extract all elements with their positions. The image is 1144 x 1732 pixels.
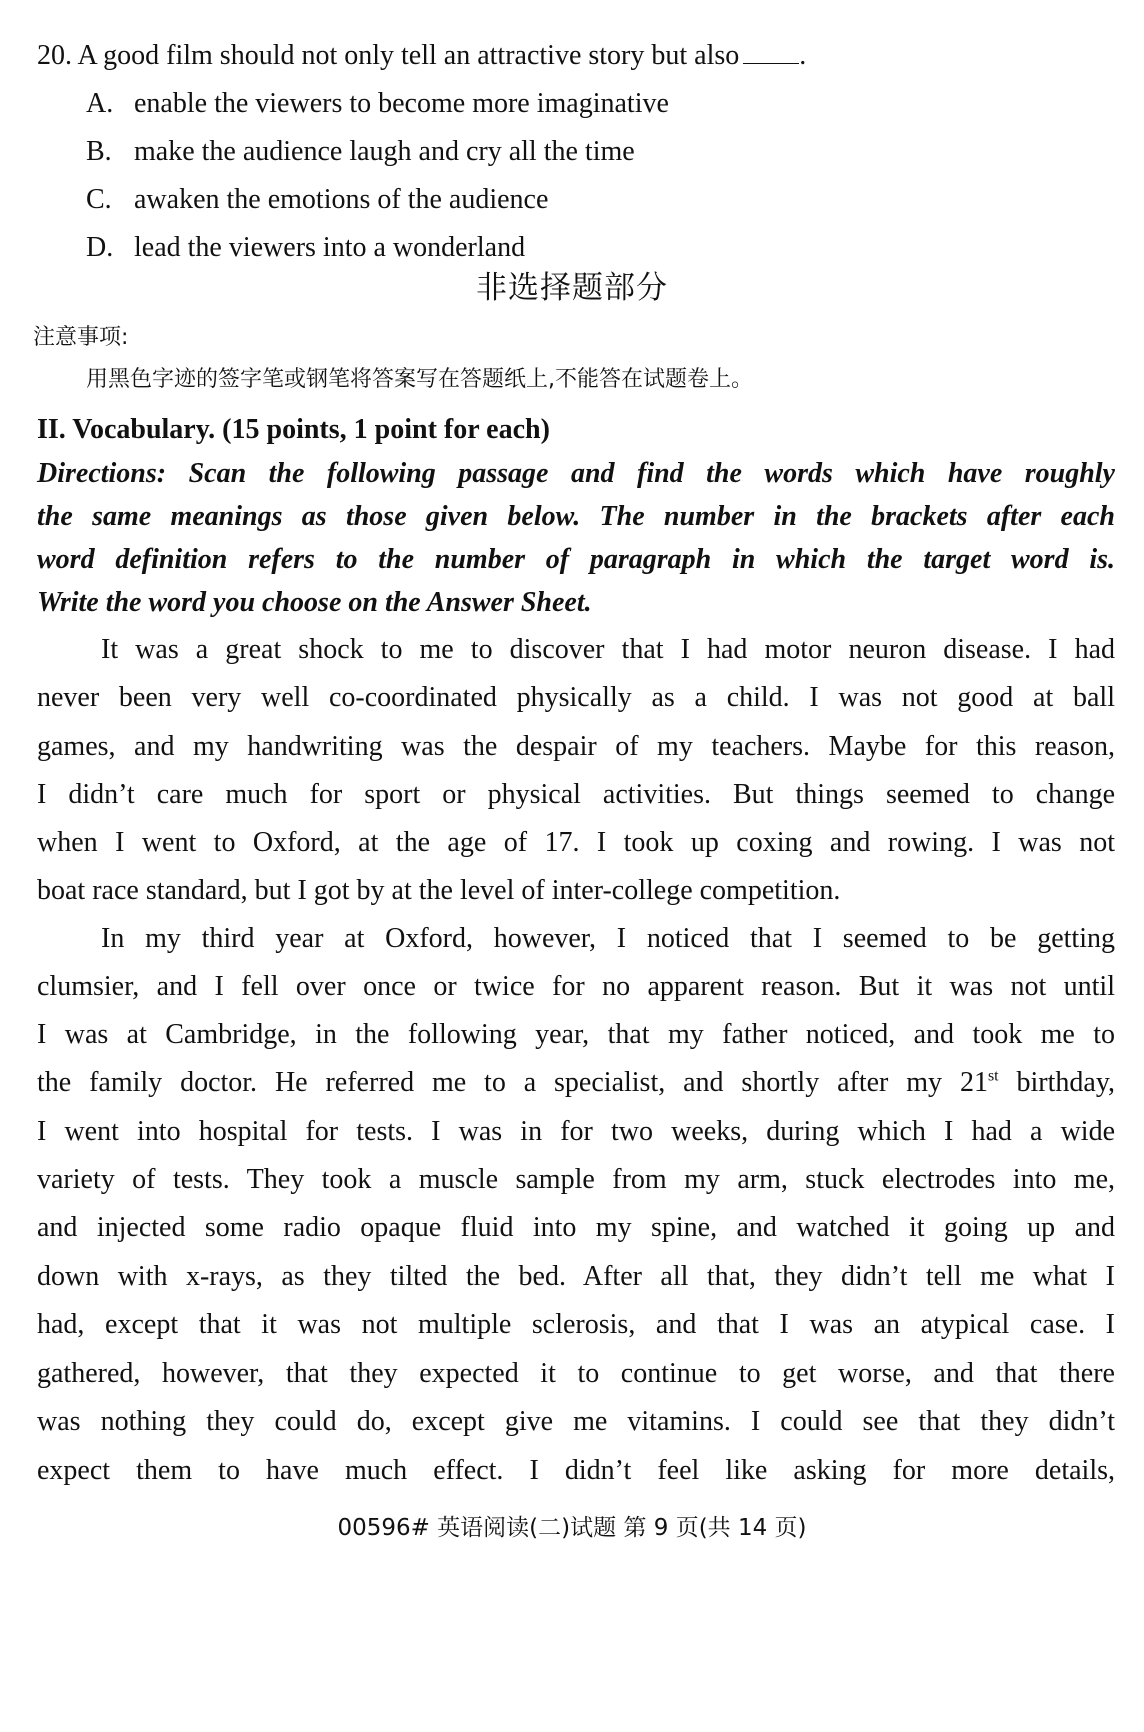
option-text: enable the viewers to become more imaginative (134, 88, 669, 119)
option-c (86, 180, 548, 220)
passage-line: and injected some radio opaque fluid into my spine, and watched it going up and (37, 1212, 1115, 1243)
passage-line: variety of tests. They took a muscle sample from my arm, stuck electrodes into me, (37, 1164, 1115, 1195)
notice-text: 用黑色字迹的签字笔或钢笔将答案写在答题纸上,不能答在试题卷上。 (86, 367, 753, 392)
passage-line: down with x-rays, as they tilted the bed. After all that, they didn’t tell me what I (37, 1261, 1115, 1292)
passage-line: I was at Cambridge, in the following year, that my father noticed, and took me to (37, 1019, 1115, 1050)
option-letter: D. (86, 232, 114, 263)
section-title: 非选择题部分 (476, 270, 668, 306)
page-footer: 00596# 英语阅读(二)试题 第 9 页(共 14 页) (337, 1515, 807, 1541)
stem-period: . (799, 40, 807, 71)
passage-line: had, except that it was not multiple sclerosis, and that I was an atypical case. I (37, 1309, 1115, 1340)
passage-line: when I went to Oxford, at the age of 17. I took up coxing and rowing. I was not (37, 827, 1115, 858)
directions-line: the same meanings as those given below. The number in the brackets after each (37, 501, 1115, 532)
option-letter: C. (86, 184, 112, 215)
ordinal-suffix: st (987, 1067, 999, 1085)
passage-line: I didn’t care much for sport or physical activities. But things seemed to change (37, 779, 1115, 810)
passage-line: I went into hospital for tests. I was in for two weeks, during which I had a wide (37, 1116, 1115, 1147)
passage-line: was nothing they could do, except give me vitamins. I could see that they didn’t (37, 1406, 1115, 1437)
passage-line: It was a great shock to me to discover that I had motor neuron disease. I had (101, 634, 1115, 665)
passage-line (37, 1063, 1115, 1103)
passage-line: never been very well co-coordinated physically as a child. I was not good at ball (37, 682, 1115, 713)
passage-line: boat race standard, but I got by at the level of inter-college competition. (37, 875, 841, 906)
question-stem-text: 20. A good film should not only tell an attractive story but also (37, 40, 740, 71)
directions-line: word definition refers to the number of paragraph in which the target word is. (37, 544, 1115, 575)
option-letter: B. (86, 136, 112, 167)
vocabulary-heading: II. Vocabulary. (15 points, 1 point for each) (37, 414, 550, 445)
option-b (86, 132, 635, 172)
directions-line: Write the word you choose on the Answer Sheet. (37, 587, 592, 618)
passage-line: In my third year at Oxford, however, I noticed that I seemed to be getting (101, 923, 1115, 954)
passage-text: birthday, (998, 1067, 1116, 1098)
option-a (86, 84, 669, 124)
question-20-stem (37, 36, 806, 76)
option-text: make the audience laugh and cry all the time (134, 136, 635, 167)
notice-heading: 注意事项: (33, 325, 129, 350)
passage-line: expect them to have much effect. I didn’t feel like asking for more details, (37, 1455, 1115, 1486)
directions-line: Directions: Scan the following passage and find the words which have roughly (37, 458, 1115, 489)
option-d (86, 228, 525, 268)
passage-line: games, and my handwriting was the despair of my teachers. Maybe for this reason, (37, 731, 1115, 762)
answer-blank (743, 37, 799, 64)
option-text: awaken the emotions of the audience (134, 184, 549, 215)
passage-line: gathered, however, that they expected it to continue to get worse, and that there (37, 1358, 1115, 1389)
option-text: lead the viewers into a wonderland (134, 232, 526, 263)
passage-line: clumsier, and I fell over once or twice for no apparent reason. But it was not until (37, 971, 1115, 1002)
option-letter: A. (86, 88, 114, 119)
passage-text: the family doctor. He referred me to a specialist, and shortly after my 21 (37, 1067, 988, 1098)
